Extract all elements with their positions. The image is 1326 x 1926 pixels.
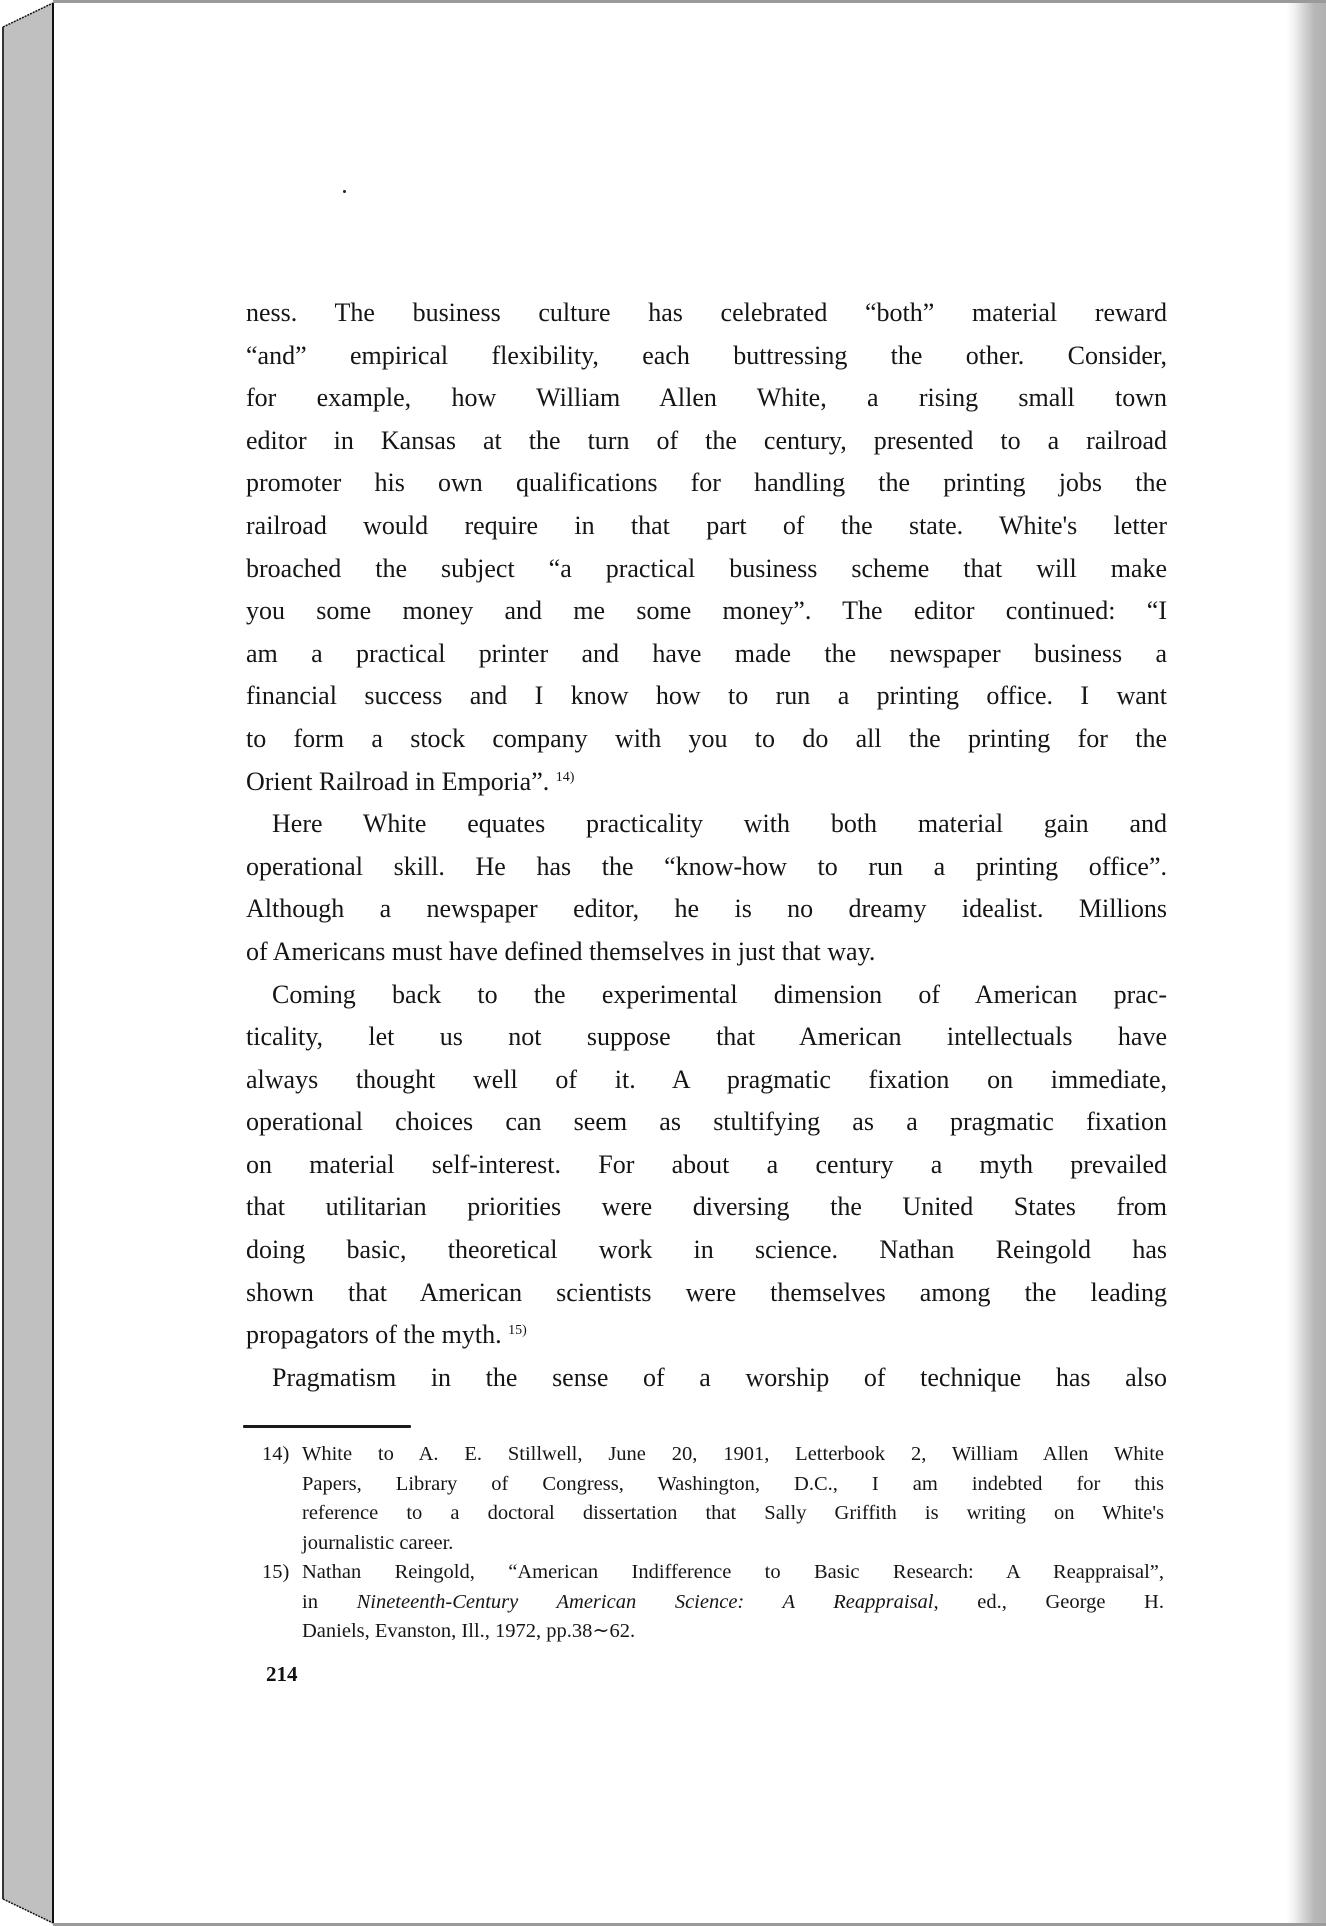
text-line-content: Pragmatism in the sense of a worship of technique has also [272, 1362, 1167, 1392]
text-line-content: for example, how William Allen White, a rising small town [246, 383, 1167, 413]
text-line-content: Coming back to the experimental dimension of American prac- [272, 979, 1167, 1009]
text-line-content: propagators of the myth. [246, 1320, 502, 1350]
text-line [246, 377, 1167, 420]
footnote [262, 1558, 1164, 1647]
text-line-content: Orient Railroad in Emporia”. [246, 766, 550, 796]
footnotes [262, 1440, 1164, 1647]
text-line-content: to form a stock company with you to do all the printing for the [246, 723, 1167, 753]
footnote-reference: 15) [508, 1323, 527, 1339]
book-title: Nineteenth-Century American Science: A Reappraisal [356, 1590, 934, 1613]
text-line-content: ness. The business culture has celebrated “both” material reward [246, 298, 1167, 327]
footnote-text: Papers, Library of Congress, Washington, D.C., I am indebted for this [302, 1472, 1164, 1495]
footnote-text: Nathan Reingold, “American Indifference to Basic Research: A Reappraisal”, [302, 1561, 1164, 1583]
footnote-number: 15) [262, 1561, 290, 1583]
text-line [246, 1186, 1167, 1229]
text-line [246, 590, 1167, 633]
text-line-content: Here White equates practicality with both material gain and [272, 809, 1167, 839]
text-line-content: that utilitarian priorities were diversing the United States from [246, 1192, 1167, 1222]
footnote-line [302, 1440, 1164, 1470]
footnote-line [302, 1558, 1164, 1588]
text-line [246, 1144, 1167, 1187]
footnote-text: journalistic career. [302, 1531, 454, 1554]
text-line-content: promoter his own qualifications for handling the printing jobs the [246, 468, 1167, 498]
text-line [246, 335, 1167, 378]
text-line [246, 1357, 1167, 1400]
text-line [246, 1016, 1167, 1059]
text-line-content: broached the subject “a practical business scheme that will make [246, 553, 1167, 583]
footnote-number: 14) [262, 1443, 290, 1465]
text-line-content: operational skill. He has the “know-how to run a printing office”. [246, 851, 1167, 881]
text-line [246, 1314, 1167, 1357]
footnote-reference: 14) [555, 769, 575, 785]
footnote-text: reference to a doctoral dissertation that Sally Griffith is writing on White's [302, 1502, 1164, 1524]
text-line-content: on material self-interest. For about a century a myth prevailed [246, 1149, 1167, 1179]
text-line-content: Although a newspaper editor, he is no dreamy idealist. Millions [246, 894, 1167, 924]
text-line [246, 633, 1167, 676]
text-line [246, 1229, 1167, 1272]
text-line [246, 1059, 1167, 1102]
text-line [246, 761, 1167, 804]
page-number: 214 [266, 1662, 298, 1686]
text-line [246, 505, 1167, 548]
page-edge-shadow [1286, 3, 1326, 1923]
footnote-line [302, 1529, 1164, 1559]
footnote-text: White to A. E. Stillwell, June 20, 1901, Letterbook 2, William Allen White [302, 1443, 1164, 1465]
text-line-content: railroad would require in that part of the state. White's letter [246, 510, 1167, 540]
footnote-line [302, 1588, 1164, 1618]
text-line-content: always thought well of it. A pragmatic fixation on immediate, [246, 1064, 1167, 1094]
footnote-text: , ed., George H. [933, 1590, 1164, 1613]
text-line [246, 292, 1167, 335]
text-line-content: shown that American scientists were themselves among the leading [246, 1277, 1167, 1307]
text-line [246, 931, 1167, 974]
text-line [246, 462, 1167, 505]
text-line-content: am a practical printer and have made the newspaper business a [246, 638, 1167, 668]
text-line-content: editor in Kansas at the turn of the century, presented to a railroad [246, 425, 1167, 455]
text-line-content: “and” empirical flexibility, each buttressing the other. Consider, [246, 340, 1167, 370]
text-line [246, 675, 1167, 718]
body-text [246, 292, 1167, 1399]
text-line-content: operational choices can seem as stultifying as a pragmatic fixation [246, 1107, 1167, 1137]
text-line-content: ticality, let us not suppose that American intellectuals have [246, 1022, 1167, 1052]
text-line [246, 974, 1167, 1017]
footnote-line [302, 1499, 1164, 1529]
text-line-content: financial success and I know how to run a printing office. I want [246, 681, 1167, 711]
footnote [262, 1440, 1164, 1558]
text-line [246, 803, 1167, 846]
text-line [246, 420, 1167, 463]
text-line-content: you some money and me some money”. The editor continued: “I [246, 596, 1167, 626]
footnote-line [302, 1617, 1164, 1647]
text-line-content: of Americans must have defined themselves in just that way. [246, 936, 876, 966]
text-line [246, 1101, 1167, 1144]
scan-speck [343, 190, 346, 193]
footnote-text: Daniels, Evanston, Ill., 1972, pp.38∼62. [302, 1620, 636, 1642]
book-spine [0, 0, 56, 1926]
text-line-content: doing basic, theoretical work in science. Nathan Reingold has [246, 1235, 1167, 1265]
footnote-separator [243, 1425, 411, 1428]
text-line [246, 548, 1167, 591]
footnote-text: in [302, 1590, 357, 1613]
text-line [246, 846, 1167, 889]
text-line [246, 718, 1167, 761]
text-line [246, 1272, 1167, 1315]
footnote-line [302, 1470, 1164, 1500]
text-line [246, 888, 1167, 931]
